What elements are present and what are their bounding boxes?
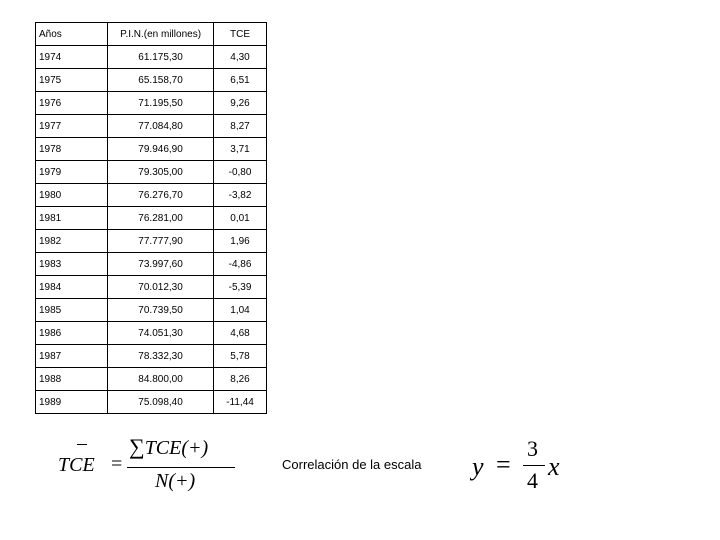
tce-cell: 0,01 <box>214 207 267 230</box>
table-row <box>36 345 267 368</box>
table-row <box>36 184 267 207</box>
year-cell: 1988 <box>36 368 108 391</box>
year-cell: 1982 <box>36 230 108 253</box>
year-cell: 1985 <box>36 299 108 322</box>
table-row <box>36 92 267 115</box>
pin-cell: 79.305,00 <box>108 161 214 184</box>
year-cell: 1980 <box>36 184 108 207</box>
year-cell: 1986 <box>36 322 108 345</box>
pin-cell: 71.195,50 <box>108 92 214 115</box>
tce-cell: -0,80 <box>214 161 267 184</box>
table-row <box>36 322 267 345</box>
table-row <box>36 230 267 253</box>
tce-cell: 8,26 <box>214 368 267 391</box>
formula-y-fraction-bar <box>523 465 545 466</box>
formula-y-numerator: 3 <box>527 436 538 461</box>
table-row <box>36 138 267 161</box>
year-cell: 1979 <box>36 161 108 184</box>
scale-formula <box>472 436 582 500</box>
fraction-bar <box>127 467 235 468</box>
year-cell: 1977 <box>36 115 108 138</box>
pin-cell: 76.276,70 <box>108 184 214 207</box>
table-row <box>36 46 267 69</box>
tce-cell: 4,30 <box>214 46 267 69</box>
year-cell: 1989 <box>36 391 108 414</box>
pin-cell: 73.997,60 <box>108 253 214 276</box>
mean-bar <box>77 444 87 445</box>
tce-cell: 9,26 <box>214 92 267 115</box>
tce-cell: 4,68 <box>214 322 267 345</box>
year-cell: 1987 <box>36 345 108 368</box>
tce-cell: 1,04 <box>214 299 267 322</box>
data-table <box>35 22 267 414</box>
pin-cell: 70.012,30 <box>108 276 214 299</box>
year-cell: 1984 <box>36 276 108 299</box>
pin-cell: 77.084,80 <box>108 115 214 138</box>
pin-cell: 61.175,30 <box>108 46 214 69</box>
table-row <box>36 161 267 184</box>
formula-y-lhs: y <box>472 452 484 481</box>
formula-y-equals: = <box>496 450 511 479</box>
pin-cell: 65.158,70 <box>108 69 214 92</box>
header-years: Años <box>36 23 108 46</box>
table-row <box>36 207 267 230</box>
table-row <box>36 253 267 276</box>
pin-cell: 76.281,00 <box>108 207 214 230</box>
tce-mean-formula <box>55 432 255 502</box>
pin-cell: 70.739,50 <box>108 299 214 322</box>
sum-symbol: ∑ <box>129 434 145 459</box>
tce-cell: 1,96 <box>214 230 267 253</box>
year-cell: 1983 <box>36 253 108 276</box>
year-cell: 1974 <box>36 46 108 69</box>
tce-cell: -4,86 <box>214 253 267 276</box>
year-cell: 1975 <box>36 69 108 92</box>
table-header-row <box>36 23 267 46</box>
tce-cell: 6,51 <box>214 69 267 92</box>
tce-cell: 5,78 <box>214 345 267 368</box>
tce-cell: -11,44 <box>214 391 267 414</box>
pin-cell: 77.777,90 <box>108 230 214 253</box>
formula-denominator: N(+) <box>155 470 196 492</box>
year-cell: 1978 <box>36 138 108 161</box>
table-row <box>36 391 267 414</box>
tce-cell: -3,82 <box>214 184 267 207</box>
formula-lhs: TCE <box>58 454 95 476</box>
year-cell: 1981 <box>36 207 108 230</box>
table-body <box>36 23 267 414</box>
pin-cell: 79.946,90 <box>108 138 214 161</box>
tce-cell: 3,71 <box>214 138 267 161</box>
pin-cell: 74.051,30 <box>108 322 214 345</box>
numerator-text: TCE(+) <box>144 437 209 459</box>
formula-numerator <box>129 434 208 460</box>
formula-y-denominator: 4 <box>527 468 538 493</box>
pin-cell: 84.800,00 <box>108 368 214 391</box>
formula-equals: = <box>111 453 123 475</box>
table-row <box>36 69 267 92</box>
header-tce: TCE <box>214 23 267 46</box>
table-row <box>36 299 267 322</box>
header-pin: P.I.N.(en millones) <box>108 23 214 46</box>
tce-cell: 8,27 <box>214 115 267 138</box>
year-cell: 1976 <box>36 92 108 115</box>
pin-cell: 75.098,40 <box>108 391 214 414</box>
tce-cell: -5,39 <box>214 276 267 299</box>
table-row <box>36 115 267 138</box>
table-row <box>36 368 267 391</box>
scale-correlation-label: Correlación de la escala <box>282 457 422 472</box>
formula-y-variable: x <box>548 452 560 481</box>
pin-cell: 78.332,30 <box>108 345 214 368</box>
table-row <box>36 276 267 299</box>
